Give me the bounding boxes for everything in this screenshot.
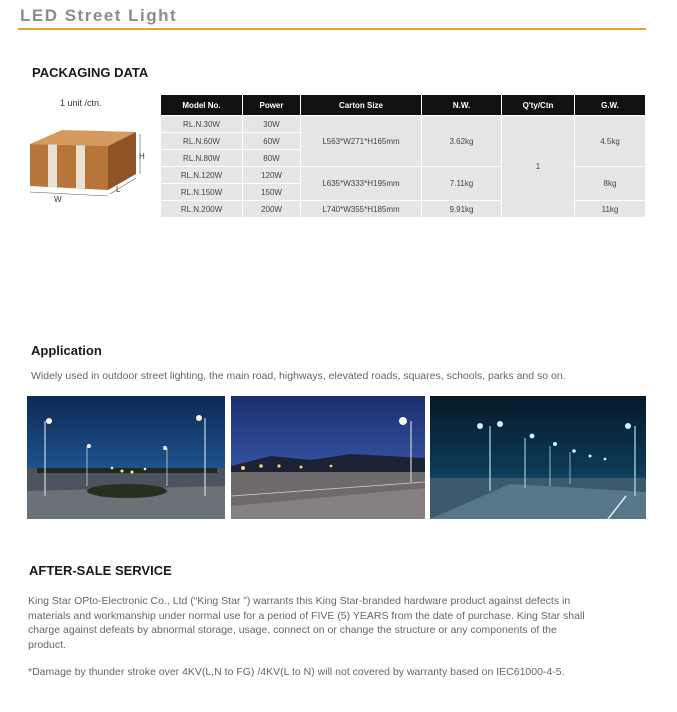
table-header-row	[161, 95, 646, 116]
warranty-paragraph: King Star OPto-Electronic Co., Ltd (“King Star ”) warrants this King Star-branded hardware product against defects in materials and workmanship under normal use for a period of FIVE (5) YEARS from the date of purchase. King Star shall charge against defeats by abnormal storage, usage, connect on or change the structure or any components of the product.	[28, 595, 585, 651]
box-width-label: W	[54, 195, 62, 202]
unit-label: 1 unit /ctn.	[60, 98, 102, 108]
model-cell: RL.N.30W	[161, 116, 243, 133]
street-light-photo-3	[430, 396, 646, 519]
street-light-photo-1	[27, 396, 225, 519]
box-length-label: L	[116, 185, 121, 194]
net-weight-cell: 9.91kg	[422, 201, 502, 218]
street-light-photo-2	[231, 396, 425, 519]
power-cell: 30W	[243, 116, 301, 133]
col-header-carton-size: Carton Size	[301, 95, 422, 116]
qty-cell: 1	[502, 116, 575, 218]
col-header-gw: G.W.	[575, 95, 646, 116]
power-cell: 120W	[243, 167, 301, 184]
col-header-model: Model No.	[161, 95, 243, 116]
col-header-power: Power	[243, 95, 301, 116]
col-header-nw: N.W.	[422, 95, 502, 116]
net-weight-cell: 7.11kg	[422, 167, 502, 201]
power-cell: 150W	[243, 184, 301, 201]
packaging-title: PACKAGING DATA	[32, 65, 149, 80]
model-cell: RL.N.200W	[161, 201, 243, 218]
page-title: LED Street Light	[20, 6, 178, 25]
col-header-qty: Q'ty/Ctn	[502, 95, 575, 116]
application-description: Widely used in outdoor street lighting, the main road, highways, elevated roads, squares, schools, parks and so on.	[31, 370, 566, 382]
carton-size-cell: L635*W333*H195mm	[301, 167, 422, 201]
gross-weight-cell: 4.5kg	[575, 116, 646, 167]
model-cell: RL.N.60W	[161, 133, 243, 150]
carton-box-illustration	[26, 126, 154, 202]
service-title: AFTER-SALE SERVICE	[29, 563, 172, 578]
power-cell: 80W	[243, 150, 301, 167]
power-cell: 200W	[243, 201, 301, 218]
carton-size-cell: L563*W271*H165mm	[301, 116, 422, 167]
application-title: Application	[31, 343, 102, 358]
model-cell: RL.N.120W	[161, 167, 243, 184]
model-cell: RL.N.150W	[161, 184, 243, 201]
gross-weight-cell: 11kg	[575, 201, 646, 218]
warranty-note: *Damage by thunder stroke over 4KV(L,N to FG) /4KV(L to N) will not covered by warranty based on IEC61000-4-5.	[28, 666, 565, 678]
model-cell: RL.N.80W	[161, 150, 243, 167]
gross-weight-cell: 8kg	[575, 167, 646, 201]
box-height-label: H	[139, 152, 145, 161]
packaging-table	[160, 94, 646, 218]
table-row	[161, 116, 646, 133]
net-weight-cell: 3.62kg	[422, 116, 502, 167]
power-cell: 60W	[243, 133, 301, 150]
carton-size-cell: L740*W355*H185mm	[301, 201, 422, 218]
header-divider	[18, 28, 646, 30]
